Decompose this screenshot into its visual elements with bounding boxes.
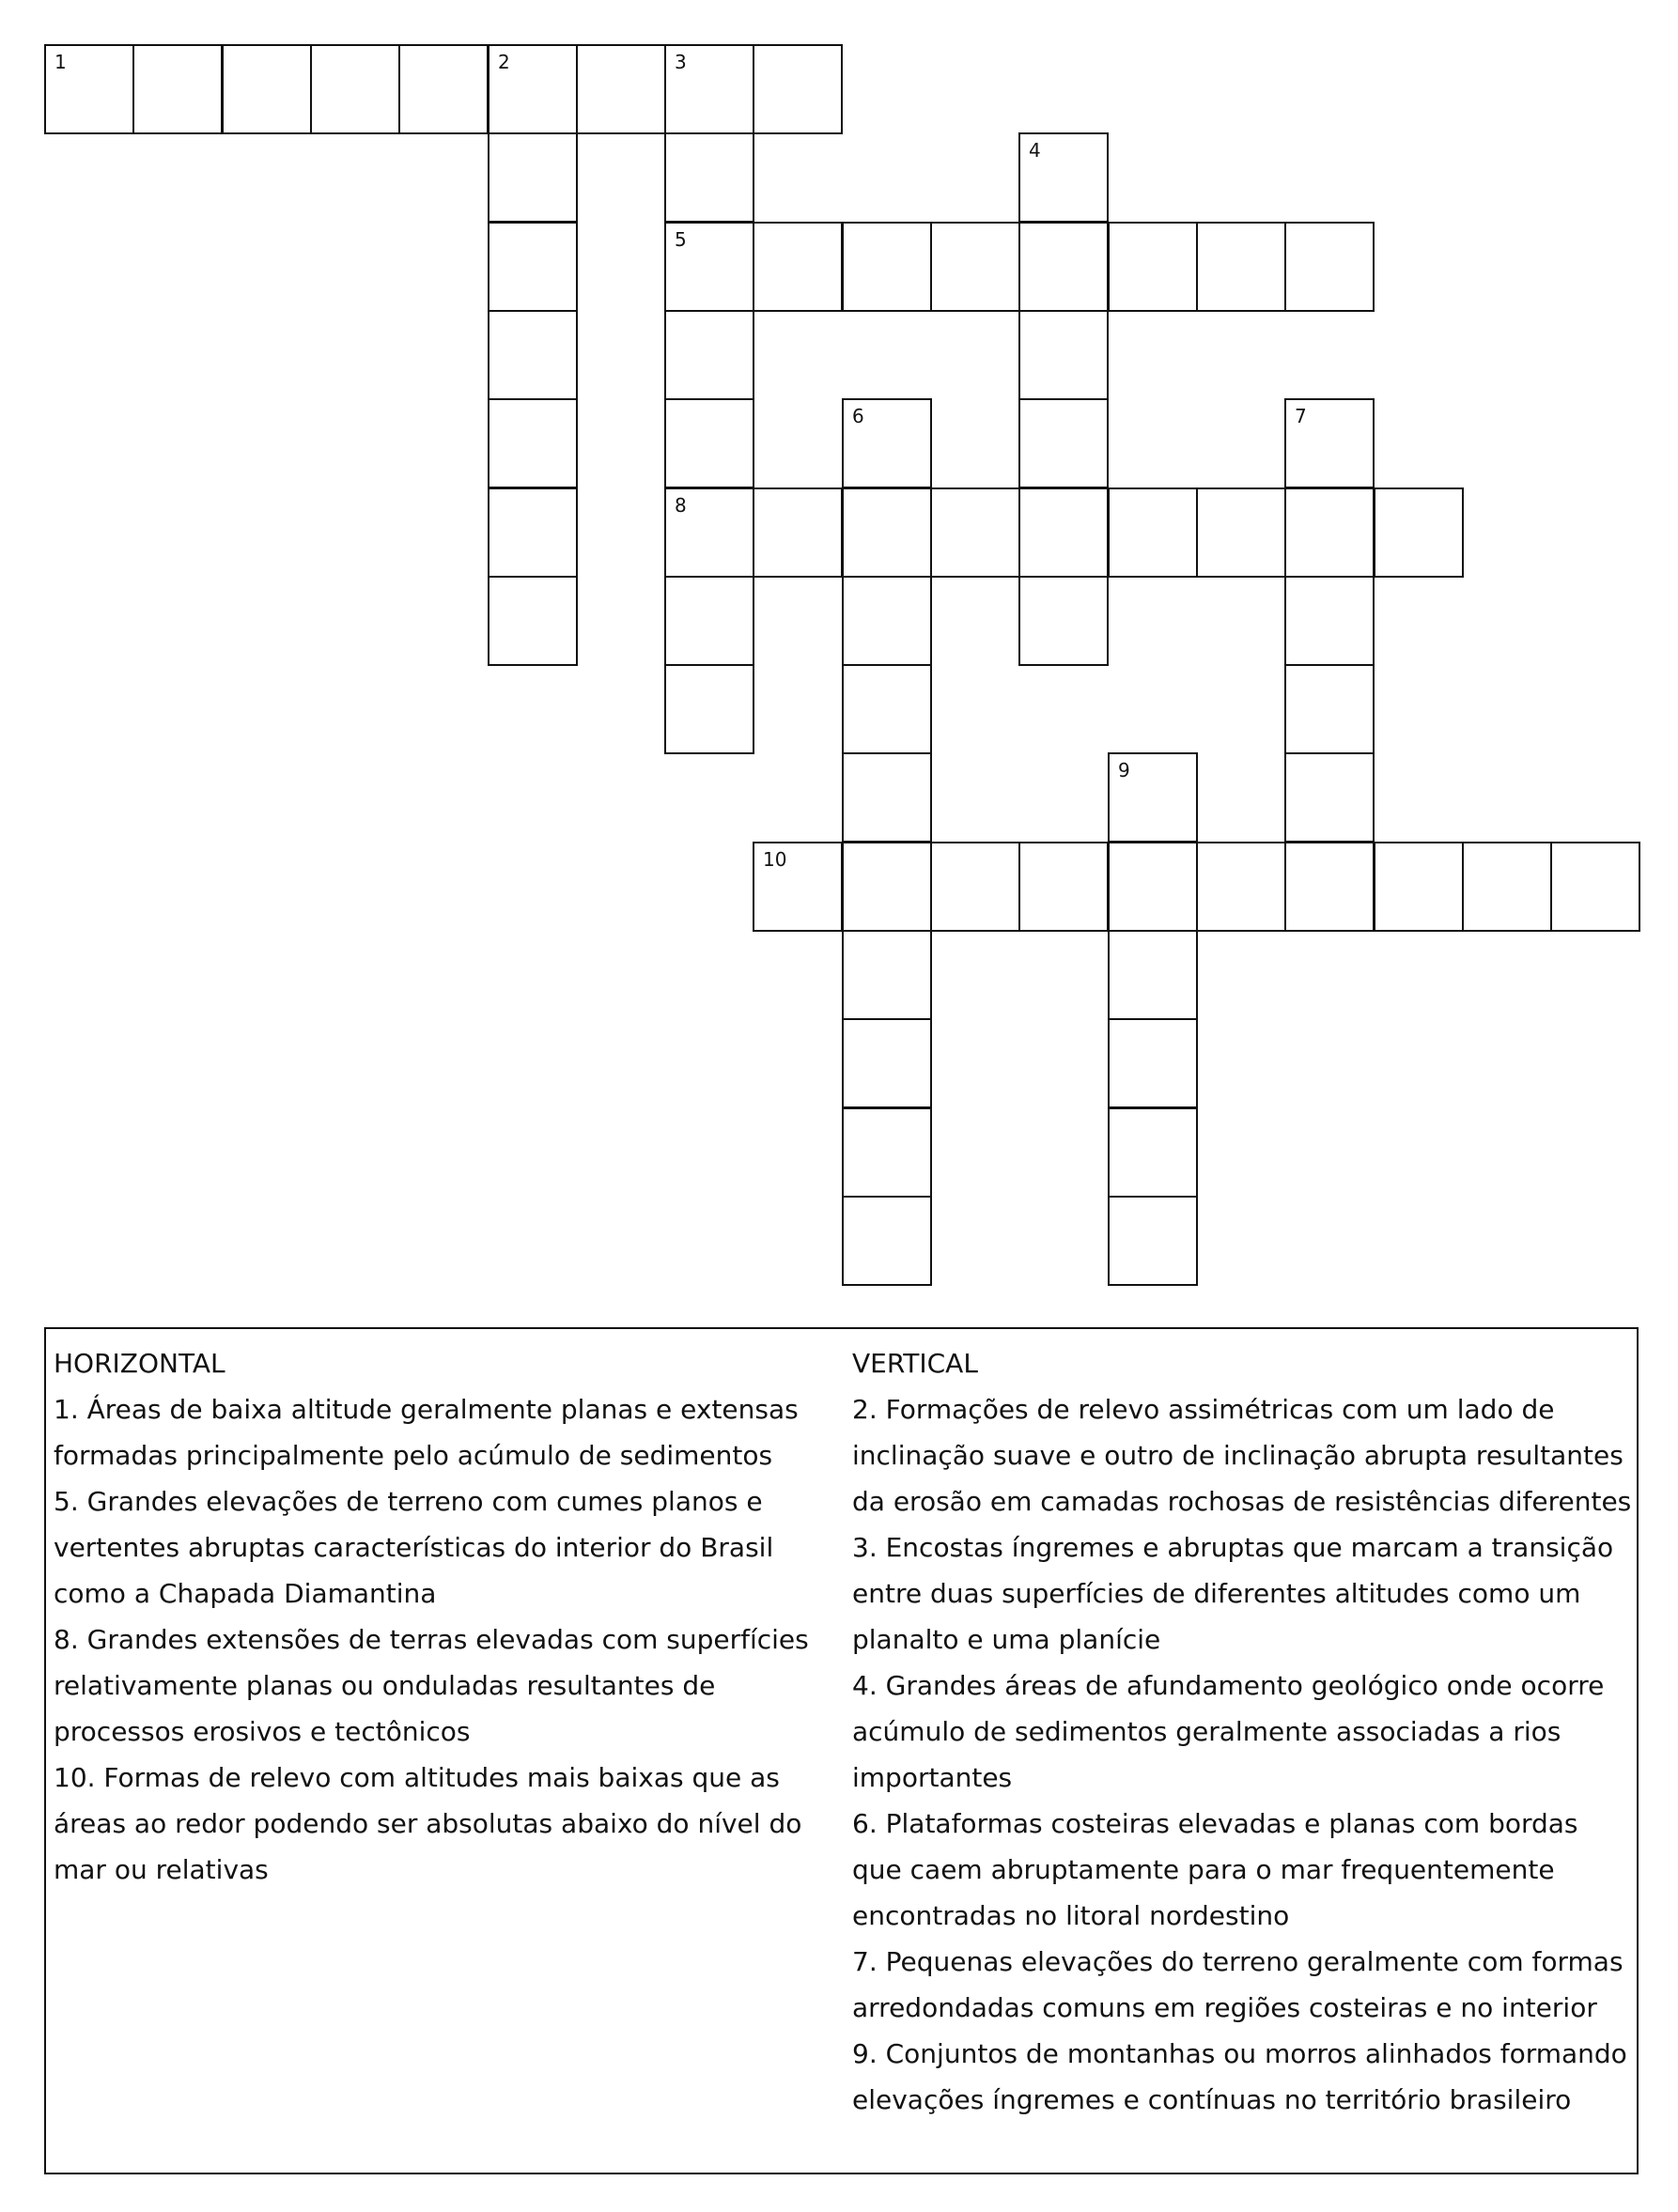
clue-number: 7 [1295,405,1307,427]
crossword-cell[interactable] [1018,842,1109,932]
crossword-cell[interactable] [576,44,666,134]
crossword-cell[interactable] [842,487,932,578]
crossword-cell[interactable] [842,1196,932,1286]
vertical-heading: VERTICAL [852,1348,978,1379]
clue-number: 2 [498,51,510,73]
clue-3: 3. Encostas íngremes e abruptas que marcam a transição entre duas superfícies de diferentes altitudes como um planalto e uma planície [852,1532,1614,1655]
crossword-cell[interactable] [842,930,932,1020]
crossword-cell[interactable] [664,398,754,488]
crossword-cell[interactable] [842,1107,932,1198]
clue-number: 1 [54,51,67,73]
crossword-cell[interactable] [488,44,578,134]
horizontal-heading: HORIZONTAL [54,1348,225,1379]
crossword-cell[interactable] [753,222,843,312]
crossword-cell[interactable] [1284,487,1375,578]
crossword-cell[interactable] [1108,1018,1198,1108]
crossword-cell[interactable] [488,222,578,312]
crossword-cell[interactable] [842,398,932,488]
clue-1: 1. Áreas de baixa altitude geralmente planas e extensas formadas principalmente pelo acúmulo de sedimentos [54,1394,799,1471]
crossword-cell[interactable] [1284,398,1375,488]
crossword-cell[interactable] [1284,752,1375,843]
crossword-cell[interactable] [1374,487,1464,578]
crossword-cell[interactable] [664,664,754,754]
crossword-cell[interactable] [1196,487,1286,578]
crossword-cell[interactable] [930,842,1020,932]
crossword-cell[interactable] [1018,222,1109,312]
crossword-cell[interactable] [1108,930,1198,1020]
crossword-cell[interactable] [842,576,932,666]
crossword-cell[interactable] [1018,398,1109,488]
crossword-cell[interactable] [842,752,932,843]
crossword-cell[interactable] [1018,310,1109,400]
clue-number: 4 [1029,139,1041,162]
crossword-cell[interactable] [1196,842,1286,932]
clue-number: 9 [1118,759,1130,781]
crossword-cell[interactable] [930,222,1020,312]
clue-number: 8 [675,494,687,517]
crossword-cell[interactable] [1108,842,1198,932]
crossword-cell[interactable] [1284,576,1375,666]
crossword-cell[interactable] [1108,222,1198,312]
crossword-cell[interactable] [398,44,489,134]
crossword-cell[interactable] [1462,842,1552,932]
crossword-cell[interactable] [842,664,932,754]
clue-4: 4. Grandes áreas de afundamento geológico onde ocorre acúmulo de sedimentos geralmente associadas a rios importantes [852,1670,1605,1793]
crossword-cell[interactable] [1108,487,1198,578]
clue-5: 5. Grandes elevações de terreno com cumes planos e vertentes abruptas características do interior do Brasil como a Chapada Diamantina [54,1486,774,1609]
crossword-cell[interactable] [664,487,754,578]
crossword-cell[interactable] [488,132,578,223]
crossword-cell[interactable] [222,44,312,134]
clue-number: 3 [675,51,687,73]
crossword-cell[interactable] [488,398,578,488]
crossword-cell[interactable] [664,44,754,134]
clue-6: 6. Plataformas costeiras elevadas e planas com bordas que caem abruptamente para o mar frequentemente encontradas no litoral nordestino [852,1808,1578,1931]
crossword-cell[interactable] [753,44,843,134]
crossword-cell[interactable] [753,842,843,932]
crossword-cell[interactable] [132,44,223,134]
crossword-cell[interactable] [842,222,932,312]
crossword-cell[interactable] [1018,487,1109,578]
crossword-cell[interactable] [842,842,932,932]
clue-number: 6 [852,405,864,427]
crossword-cell[interactable] [1284,664,1375,754]
clue-10: 10. Formas de relevo com altitudes mais baixas que as áreas ao redor podendo ser absolutas abaixo do nível do mar ou relativas [54,1762,802,1885]
crossword-cell[interactable] [1196,222,1286,312]
crossword-cell[interactable] [753,487,843,578]
crossword-cell[interactable] [488,576,578,666]
crossword-cell[interactable] [44,44,134,134]
crossword-cell[interactable] [310,44,400,134]
crossword-cell[interactable] [664,576,754,666]
crossword-cell[interactable] [1108,1196,1198,1286]
crossword-cell[interactable] [1108,1107,1198,1198]
crossword-cell[interactable] [842,1018,932,1108]
crossword-cell[interactable] [488,487,578,578]
crossword-cell[interactable] [1374,842,1464,932]
crossword-cell[interactable] [1018,132,1109,223]
crossword-cell[interactable] [664,310,754,400]
crossword-cell[interactable] [488,310,578,400]
crossword-cell[interactable] [664,132,754,223]
crossword-cell[interactable] [930,487,1020,578]
horizontal-clues [54,1340,833,1893]
vertical-clues [852,1340,1632,2123]
clue-number: 10 [763,848,787,871]
clue-9: 9. Conjuntos de montanhas ou morros alinhados formando elevações íngremes e contínuas no território brasileiro [852,2038,1627,2115]
clues-box [44,1327,1639,2174]
crossword-cell[interactable] [1284,842,1375,932]
clue-number: 5 [675,228,687,251]
clue-8: 8. Grandes extensões de terras elevadas com superfícies relativamente planas ou onduladas resultantes de processos erosivos e tectônicos [54,1624,809,1747]
crossword-cell[interactable] [1108,752,1198,843]
crossword-cell[interactable] [1550,842,1640,932]
crossword-cell[interactable] [1284,222,1375,312]
clue-2: 2. Formações de relevo assimétricas com um lado de inclinação suave e outro de inclinação abrupta resultantes da erosão em camadas rochosas de resistências diferentes [852,1394,1632,1517]
crossword-cell[interactable] [1018,576,1109,666]
crossword-cell[interactable] [664,222,754,312]
clue-7: 7. Pequenas elevações do terreno geralmente com formas arredondadas comuns em regiões costeiras e no interior [852,1946,1624,2023]
